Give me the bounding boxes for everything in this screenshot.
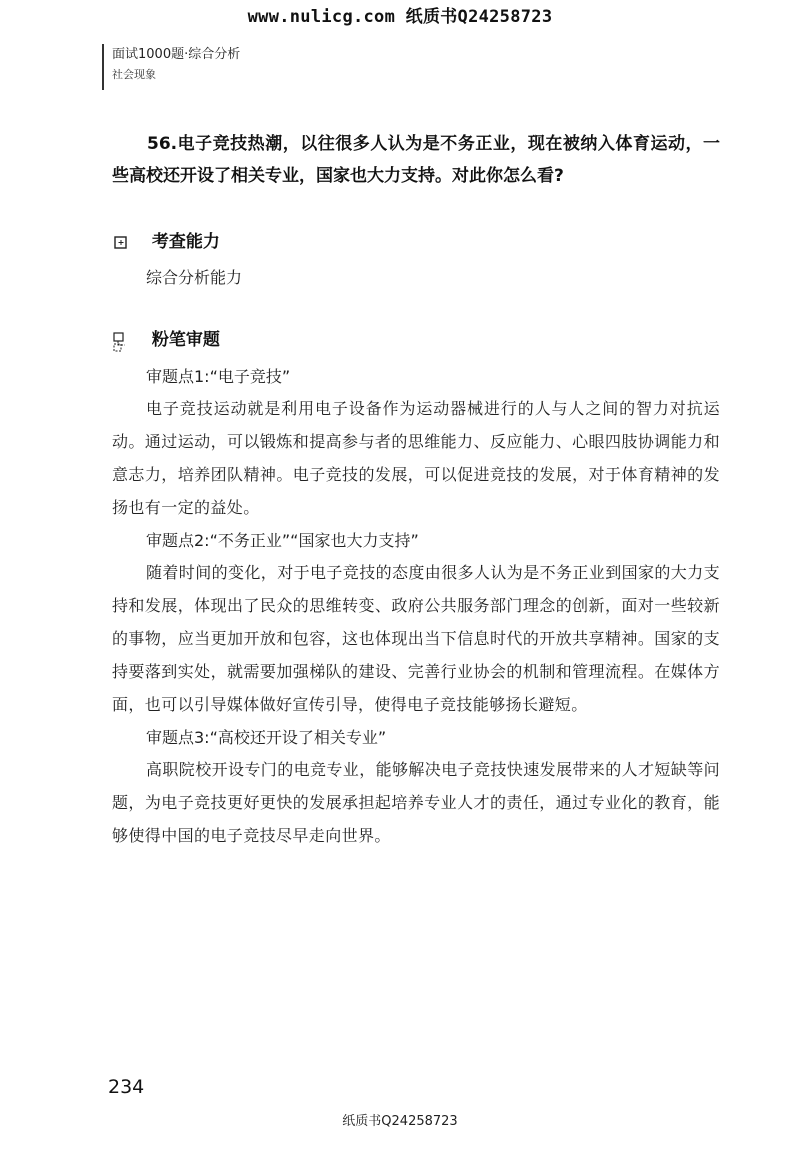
point-paragraph: 电子竞技运动就是利用电子设备作为运动器械进行的人与人之间的智力对抗运动。通过运动，可以锻炼和提高参与者的思维能力、反应能力、心眼四肢协调能力和意志力，培养团队精神。电子竞技的发展，可以促进竞技的发展，对于体育精神的发扬也有一定的益处。 — [112, 399, 720, 517]
analysis-content — [112, 362, 720, 852]
ability-content: 综合分析能力 — [146, 268, 243, 287]
ability-title-label: 考查能力 — [151, 232, 220, 252]
running-header — [102, 44, 240, 90]
point-paragraph: 高职院校开设专门的电竞专业，能够解决电子竞技快速发展带来的人才短缺等问题，为电子竞技更好更快的发展承担起培养专业人才的责任，通过专业化的教育，能够使得中国的电子竞技尽早走向世界。 — [112, 760, 721, 845]
analysis-section-title — [112, 326, 220, 354]
checkbox-icon — [112, 331, 130, 349]
point-title: 审题点3:“高校还开设了相关专业” — [146, 728, 387, 747]
square-bracket-icon — [112, 233, 130, 251]
subsection-label: 社会现象 — [112, 68, 156, 81]
question-text: 56.电子竞技热潮，以往很多人认为是不务正业，现在被纳入体育运动，一些高校还开设了相关专业，国家也大力支持。对此你怎么看? — [112, 134, 720, 186]
top-watermark: www.nulicg.com 纸质书Q24258723 — [247, 7, 553, 27]
bottom-watermark: 纸质书Q24258723 — [342, 1114, 458, 1129]
point-title: 审题点1:“电子竞技” — [146, 367, 291, 386]
ability-section-title — [112, 228, 220, 256]
book-title: 面试1000题·综合分析 — [112, 47, 241, 62]
point-paragraph: 随着时间的变化，对于电子竞技的态度由很多人认为是不务正业到国家的大力支持和发展，体现出了民众的思维转变、政府公共服务部门理念的创新，面对一些较新的事物，应当更加开放和包容，这也体现出当下信息时代的开放共享精神。国家的支持要落到实处，就需要加强梯队的建设、完善行业协会的机制和管理流程。在媒体方面，也可以引导媒体做好宣传引导，使得电子竞技能够扬长避短。 — [112, 563, 721, 714]
page-number: 234 — [108, 1076, 145, 1098]
analysis-title-label: 粉笔审题 — [151, 330, 220, 350]
point-title: 审题点2:“不务正业”“国家也大力支持” — [146, 531, 419, 550]
